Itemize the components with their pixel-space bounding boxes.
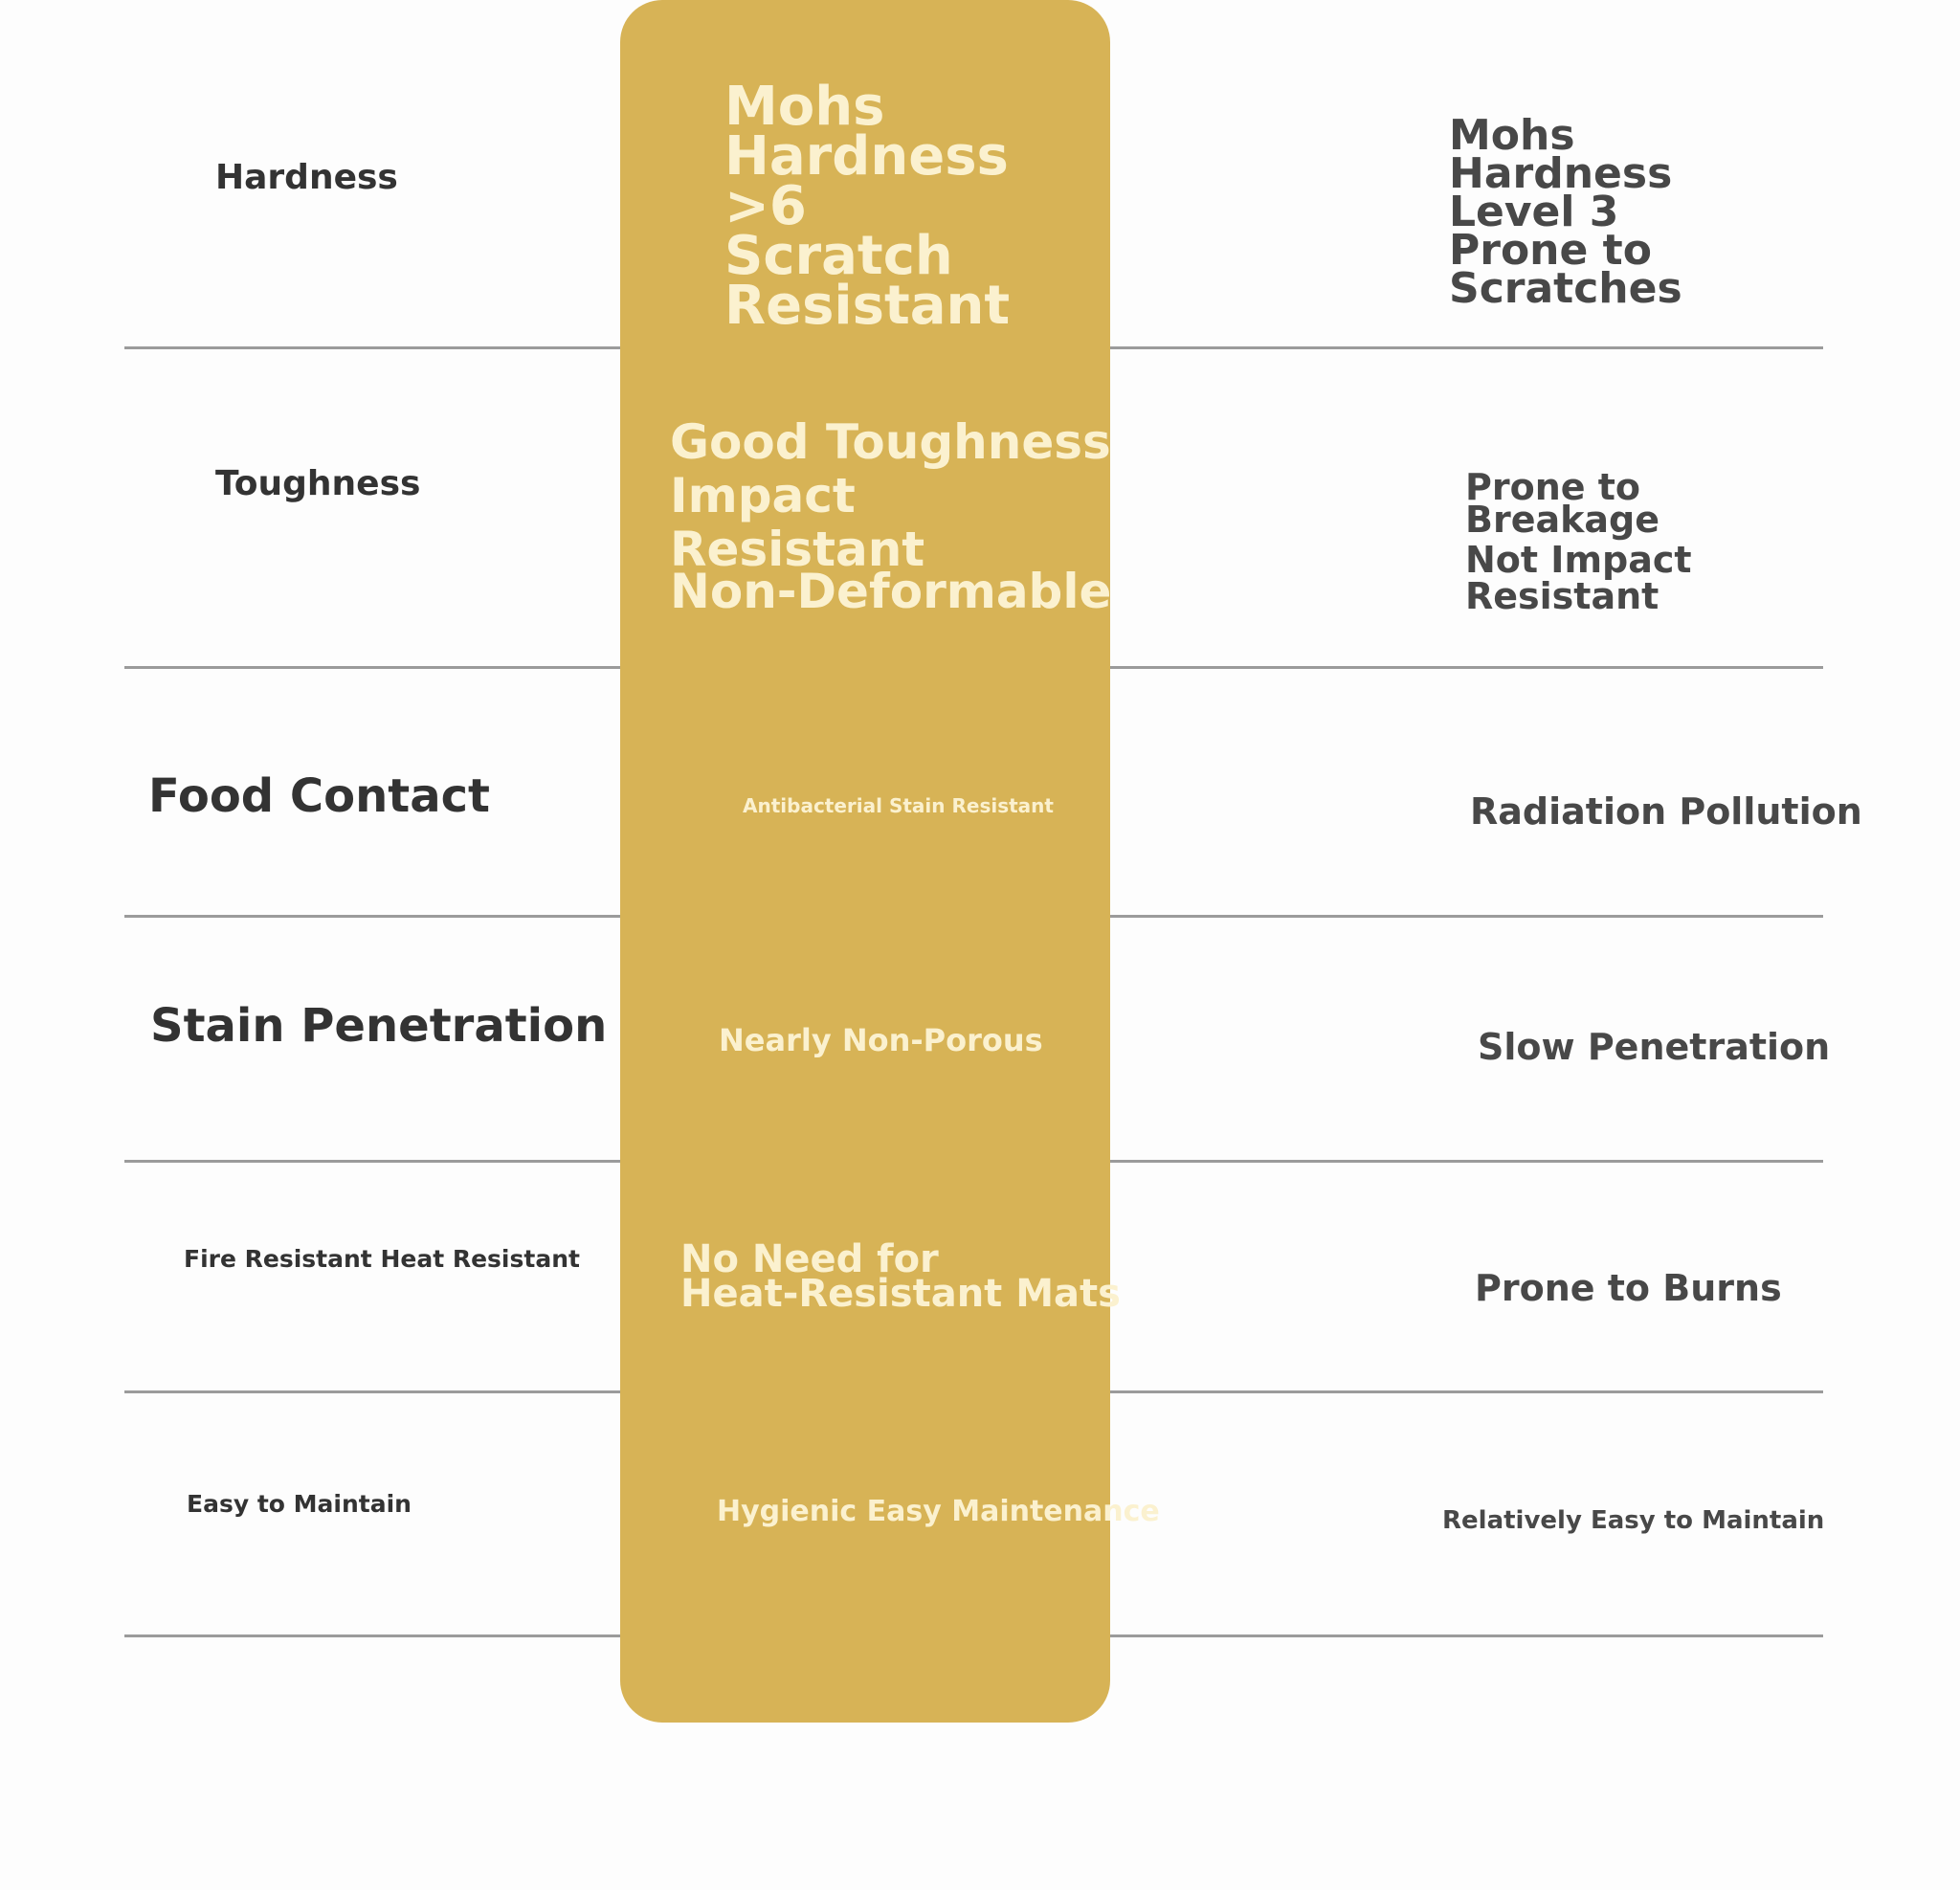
right-cell-food-contact: Radiation Pollution (1470, 790, 1862, 833)
row-divider (1110, 1160, 1823, 1163)
gold-cell-stain-penetration: Nearly Non-Porous (719, 1022, 1043, 1058)
row-divider (124, 346, 620, 349)
row-divider (124, 915, 620, 918)
row-divider (124, 666, 620, 669)
gold-cell-toughness: Good Toughness Impact Resistant Non-Deformable (670, 414, 1112, 619)
row-divider (1110, 1634, 1823, 1637)
gold-cell-food-contact: Antibacterial Stain Resistant (743, 794, 1054, 817)
row-divider (1110, 666, 1823, 669)
row-label-stain-penetration: Stain Penetration (150, 999, 608, 1053)
right-cell-hardness: Mohs Hardness Level 3 Prone to Scratches (1449, 111, 1682, 313)
row-divider (1110, 1390, 1823, 1393)
row-divider (124, 1634, 620, 1637)
row-label-food-contact: Food Contact (148, 769, 490, 823)
right-cell-fire-resistant: Prone to Burns (1475, 1267, 1782, 1309)
right-cell-stain-penetration: Slow Penetration (1478, 1026, 1831, 1068)
right-cell-easy-to-maintain: Relatively Easy to Maintain (1442, 1506, 1825, 1535)
gold-cell-easy-to-maintain: Hygienic Easy Maintenance (717, 1495, 1160, 1528)
row-label-fire-resistant: Fire Resistant Heat Resistant (184, 1245, 580, 1273)
row-divider (124, 1160, 620, 1163)
gold-cell-hardness: Mohs Hardness >6 Scratch Resistant (724, 76, 1011, 337)
gold-cell-fire-resistant: No Need for Heat-Resistant Mats (680, 1237, 1121, 1316)
right-cell-toughness: Prone to Breakage Not Impact Resistant (1465, 466, 1692, 617)
row-divider (1110, 915, 1823, 918)
row-divider (1110, 346, 1823, 349)
row-label-hardness: Hardness (215, 158, 398, 197)
row-divider (124, 1390, 620, 1393)
row-label-toughness: Toughness (215, 464, 421, 503)
row-label-easy-to-maintain: Easy to Maintain (187, 1490, 412, 1518)
